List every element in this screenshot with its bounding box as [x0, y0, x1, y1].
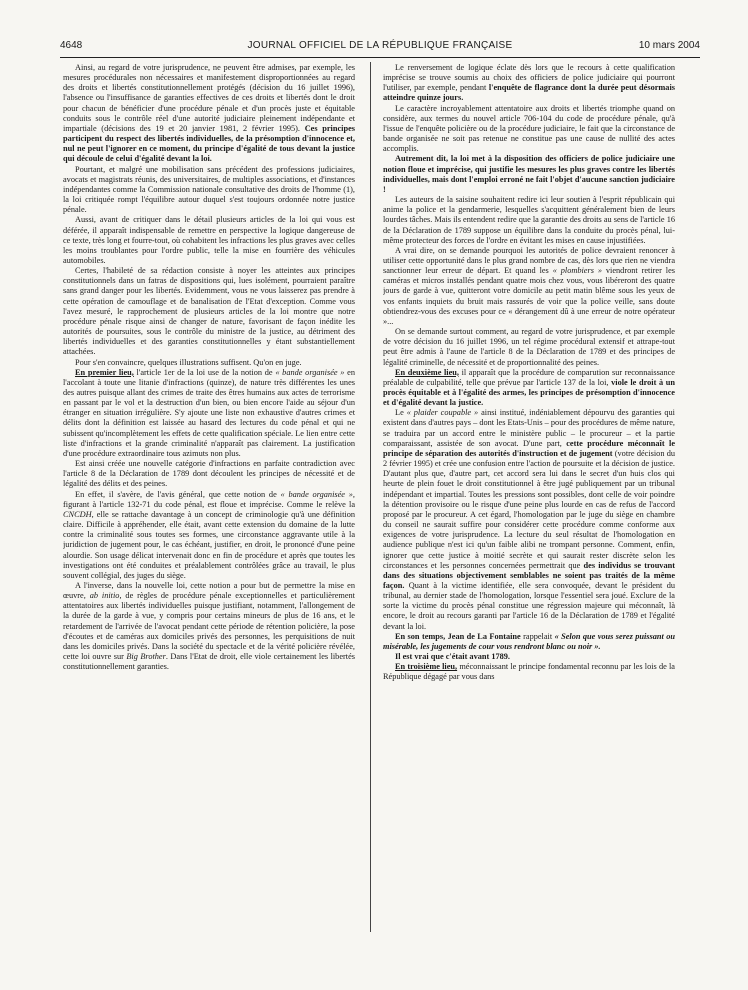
text-run: ainsi institué, indéniablement dépourvu des garanties qui existent dans d'autres pays – dont les Etats-Unis – pour des procédures de même nature, se traduira par un accord entre le ministère public – le procureur – et la partie comparaissant, assistée de son avocat. D'une part, [383, 408, 675, 448]
text-run: méconnaissant le principe fondamental reconnu par les lois de la République dégagé par vous dans [383, 662, 675, 682]
text-run: « plaider coupable » [406, 408, 479, 418]
text-run: Il est vrai que c'était avant 1789. [395, 652, 510, 662]
text-run: Le renversement de logique éclate dès lors que le recours à cette qualification imprécise se trouve soumis au choix des officiers de police judiciaire qui pourront l'utiliser, par exemple, pendant [383, 63, 675, 93]
text-run: On se demande surtout comment, au regard de votre jurisprudence, et par exemple de votre décision du 16 juillet 1996, un tel régime procédural extensif et attrape-tout peut être admis à l'aune de l'article 8 de la Déclaration de 1789 et des principes de légalité criminelle, de nécessité et de proportionnalité des peines. [383, 327, 675, 367]
text-run: CNCDH [63, 509, 92, 519]
text-run: « bande organisée » [280, 489, 353, 499]
text-run: Pourtant, et malgré une mobilisation sans précédent des professions judiciaires, avocats et magistrats réunis, des universitaires, de multiples associations, et d'instances indépendantes comme la Commission nationale consultative des droits de l'homme (1), la loi critiquée rompt l'équilibre autour duquel s'est toujours ordonnée notre justice pénale. [63, 164, 355, 215]
text-run: l'article 1er de la loi use de la notion de [133, 367, 276, 377]
text-run: , elle se rattache davantage à un concept de criminologie qu'à une définition claire. Difficile à appréhender, elle était, avant cette extension du domaine de la lutte contre la criminalité sous toutes ses formes, une circonstance aggravante utile à la juridiction de jugement pour, le cas échéant, justifier, en droit, le prononcé d'une peine alourdie. Son usage délicat intervenait donc en fin de procédure et après que toutes les investigations ont été conduites et préalablement contrôlées grâce au travail, le plus souvent collégial, des juges du siège. [63, 509, 355, 580]
right-column [383, 63, 675, 943]
paragraph [63, 63, 355, 165]
paragraph [63, 490, 355, 581]
paragraph [383, 632, 675, 652]
text-run: l'enquête de flagrance dont la durée peut désormais atteindre quinze jours. [383, 83, 675, 103]
text-run: Certes, l'habileté de sa rédaction consiste à noyer les atteintes aux principes constitutionnels dans un fatras de dispositions qui, lues isolément, pourraient paraître sans grand danger pour les libertés. Evidemment, vous ne vous laisserez pas prendre à cette opération de camouflage et de banalisation de l'Etat d'exception. Comme vous l'avez mesuré, le rapprochement de plusieurs articles de la loi montre que notre procédure pénale risque ainsi de changer de nature, favorisant de façon inédite les autorités de poursuites, sous le contrôle du ministre de la justice, au détriment des libertés individuelles et des garanties constitutionnelles y étant substantiellement attachées. [63, 266, 355, 357]
text-run: En troisième lieu, [395, 662, 458, 672]
text-run: Est ainsi créée une nouvelle catégorie d'infractions en parfaite contradiction avec l'article 8 de la Déclaration de 1789 dont découlent les principes de nécessité et de légalité des délits et des peines. [63, 459, 355, 489]
text-run: Autrement dit, la loi met à la disposition des officiers de police judiciaire une notion floue et imprécise, qui justifie les mesures les plus graves contre les libertés individuelles, mais dont l'emploi erroné ne fait l'objet d'aucune sanction judiciaire ! [383, 154, 675, 194]
paragraph [383, 327, 675, 368]
text-run: Big Brother [126, 652, 166, 662]
paragraph [63, 459, 355, 489]
paragraph [383, 104, 675, 155]
text-run: (votre décision du 2 février 1995) et crée une confusion entre l'action de poursuite et la décision de justice. D'autant plus que, d'autre part, cet accord sera lui dans le secret d'un huis clos qui heurte de plein fouet le droit constitutionnel à être jugé publiquement par un tribunal indépendant et impartial. Toutes les pressions sont possibles, dont celle de voir poindre la détention provisoire ou le risque d'une peine plus lourde en cas de refus de l'accord proposé par le procureur. A cet égard, l'homologation par le juge du siège en chambre du conseil ne saurait suffire pour considérer cette procédure comme conforme aux exigences de votre jurisprudence. La lecture du seul résultat de l'homologation en audience publique n'est ici qu'un faible alibi ne trompant personne. Comment, enfin, ignorer que cette justice à moitié secrète et qui saurait rester discrète selon les circonstances et les personnes concernées permettrait que [383, 448, 675, 570]
text-run: , figurant à l'article 132-71 du code pénal, est floue et imprécise. Comme le relève la [63, 489, 355, 509]
text-run: Quant à la victime identifiée, elle sera convoquée, devant le président du tribunal, au dernier stade de l'homologation, lorsque l'essentiel sera joué. Exclure de la sorte la victime du procès pénal constitue une régression majeure qui méconnaît, là encore, le droit au recours garanti par l'article 16 de la Déclaration de 1789 et l'égalité devant la loi. [383, 580, 675, 631]
text-run: en l'accolant à toute une litanie d'infractions (quinze), de nature très différentes les unes des autres puisque allant des crimes de traite des êtres humains aux actes de terrorisme en passant par le vol et la destruction d'un bien, ou bien encore l'aide au séjour d'un étranger en situation irrégulière. S'y ajoute une liste non exhaustive d'autres crimes et délits dont la définition est laissée au hasard des lectures du code pénal et qui ne subissent qu'incomplètement les effets de cette qualification spéciale. Le lien entre cette liste d'infractions et la grande criminalité n'apparaît pas clairement. La justification d'une procédure extraordinaire tous azimuts non plus. [63, 367, 355, 458]
text-run: « bande organisée » [275, 367, 345, 377]
paragraph [383, 195, 675, 246]
paragraph [383, 63, 675, 104]
text-run: viole le droit à un procès équitable et à l'égalité des armes, les principes de présomption d'innocence et d'égalité devant la justice. [383, 377, 675, 408]
journal-title: JOURNAL OFFICIEL DE LA RÉPUBLIQUE FRANÇAISE [247, 40, 513, 51]
page-number: 4648 [60, 40, 83, 51]
text-run: A vrai dire, on se demande pourquoi les autorités de police devraient renoncer à utiliser cette opportunité dans le plus grand nombre de cas, dès lors que rien ne viendra sanctionner leur erreur de départ. Et quand les [383, 245, 675, 276]
paragraph [383, 246, 675, 327]
paragraph [63, 358, 355, 368]
column-separator [370, 62, 371, 932]
text-run: Les auteurs de la saisine souhaitent redire ici leur soutien à l'esprit républicain qui anime la police et la gendarmerie, lesquelles s'acquittent généralement bien de leurs lourdes tâches. Mais ils entendent redire que la garantie des droits au sens de l'article 16 de la Déclaration de 1789 suppose un équilibre dans la conduite du procès pénal, lui-même protecteur des forces de l'ordre en évitant les mises en cause injustifiées. [383, 195, 675, 245]
text-run: . Dans l'Etat de droit, elle viole certainement les libertés constitutionnellement garanties. [63, 652, 355, 672]
text-run: viendront retirer les caméras et micros installés pendant quatre mois chez vous, vous libéreront des quatre jours de garde à vue, quitteront votre domicile au petit matin blême sous les yeux de vos enfants inquiets du bruit mais rassurés de voir que la police veille, sans doute obtiendrez-vous des excuses pour ce « dérangement dû à une erreur de notre opérateur »... [383, 266, 675, 326]
paragraph [63, 581, 355, 672]
text-run: En deuxième lieu, [395, 367, 459, 377]
text-run: Le [395, 408, 407, 418]
text-run: ab initio [89, 591, 120, 601]
text-run: cette procédure méconnaît le principe de séparation des autorités d'instruction et de jugement [383, 438, 675, 458]
paragraph [63, 266, 355, 357]
text-run: En premier lieu, [75, 367, 134, 377]
text-run: , de règles de procédure pénale exceptionnelles et particulièrement attentatoires aux libertés individuelles puisque justifiant, notamment, l'allongement de la durée de la garde à vue, y compris pour certains mineurs de plus de 16 ans, et le retardement de l'arrivée de l'avocat pendant cette période de rétention policière, la pose d'écoutes et de caméras aux domiciles privés des personnes, les perquisitions de nuit dans les domiciles privés. Dans la société du spectacle et de la vérité policière révélée, cette loi ouvre sur [63, 591, 355, 662]
text-run: il apparaît que la procédure de comparution sur reconnaissance préalable de culpabilité, telle que prévue par l'article 137 de la loi, [383, 367, 675, 387]
text-run: rappelait [520, 631, 555, 641]
text-run: des individus se trouvant dans des situations objectivement semblables ne soient pas traités de la même façon. [383, 560, 675, 590]
text-run: « Selon que vous serez puissant ou misérable, les jugements de cour vous rendront blanc ou noir ». [383, 631, 675, 651]
paragraph [383, 154, 675, 195]
text-run: Ainsi, au regard de votre jurisprudence, ne peuvent être admises, par exemple, les mesures procédurales non nécessaires et manifestement disproportionnées au regard des droits et libertés constitutionnellement protégés (décision du 16 juillet 1996), l'absence ou l'insuffisance de garanties effectives de ces droits et libertés dont le droit pour chacun de bénéficier d'une procédure pénale et d'un procès juste et équitable conduits sous le contrôle réel d'une autorité judiciaire pleinement indépendante et impartiale (décisions des 19 et 20 janvier 1981, 2 février 1995). [63, 63, 355, 133]
text-run: A l'inverse, dans la nouvelle loi, cette notion a pour but de permettre la mise en œuvre, [63, 580, 355, 601]
text-run: Aussi, avant de critiquer dans le détail plusieurs articles de la loi qui vous est déférée, il apparaît indispensable de remettre en perspective la logique dangereuse de ce texte, très long et fourre-tout, où cohabitent les infractions les plus graves avec celles les moins troublantes pour l'ordre public, telle la mise en fourrière des véhicules automobiles. [63, 215, 355, 265]
page-header [60, 40, 700, 56]
issue-date: 10 mars 2004 [638, 40, 700, 51]
paragraph [383, 408, 675, 631]
paragraph [383, 652, 675, 662]
paragraph [383, 368, 675, 409]
header-rule [60, 57, 700, 58]
text-run: Ces principes participent du respect des libertés individuelles, de la présomption d'innocence et, nul ne peut l'ignorer en ce moment, du principe d'égalité de tous devant la justice qui découle de celui d'égalité devant la loi. [63, 123, 355, 164]
text-run: Le caractère incroyablement attentatoire aux droits et libertés triomphe quand on considère, aux termes du nouvel article 706-104 du code de procédure pénale, qu'à l'issue de l'enquête policière ou de la procédure judiciaire, le fait que la circonstance de bande organisée ne soit pas retenue ne constitue pas une cause de nullité des actes accomplis. [383, 103, 675, 154]
text-run: « plombiers » [552, 266, 602, 276]
text-run: En son temps, Jean de La Fontaine [395, 631, 521, 641]
left-column [63, 63, 355, 943]
paragraph [63, 165, 355, 216]
paragraph [63, 215, 355, 266]
text-run: Pour s'en convaincre, quelques illustrations suffisent. Qu'on en juge. [75, 357, 302, 367]
paragraph [63, 368, 355, 459]
paragraph [383, 662, 675, 682]
text-run: En effet, il s'avère, de l'avis général, que cette notion de [75, 489, 281, 499]
